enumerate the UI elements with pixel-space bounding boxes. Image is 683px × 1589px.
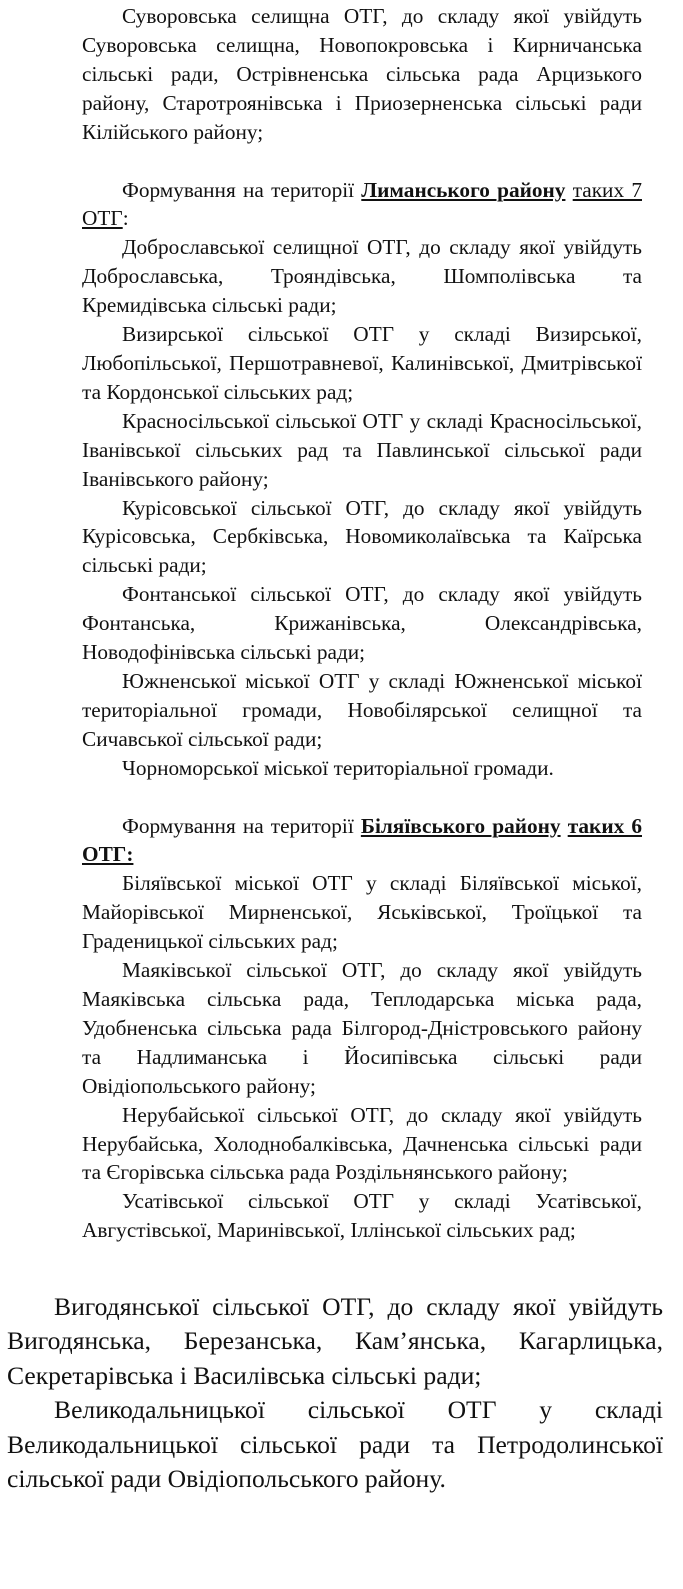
otg-item: Нерубайської сільської ОТГ, до складу якої увійдуть Нерубайська, Холоднобалківська, Дачненська сільські ради та Єгорівська сільська рада Роздільнянського району; [82,1102,642,1185]
section-heading-lymanskyi [82,176,642,234]
otg-item: Великодальницької сільської ОТГ у складі Великодальницької сільської ради та Петродолинської сільської ради Овідіопольського району. [7,1395,663,1494]
heading-colon: : [122,206,129,231]
otg-count: таких 7 ОТГ [82,177,642,231]
upper-text-block [82,2,642,1245]
heading-lead: Формування на території [122,813,361,838]
otg-count: таких 6 ОТГ: [82,813,642,867]
otg-item: Курісовської сільської ОТГ, до складу якої увійдуть Курісовська, Сербківська, Новомиколаївська та Каїрська сільські ради; [82,495,642,578]
heading-lead: Формування на території [122,177,362,202]
otg-item: Усатівської сільської ОТГ у складі Усатівської, Августівської, Маринівської, Іллінської сільських рад; [82,1189,642,1243]
otg-item: Визирської сільської ОТГ у складі Визирської, Любопільської, Першотравневої, Калинівської, Дмитрівської та Кордонської сільських рад; [82,322,642,404]
lower-text-block [7,1290,663,1496]
otg-item: Фонтанської сільської ОТГ, до складу якої увійдуть Фонтанська, Крижанівська, Олександрівська, Новодофінівська сільські ради; [82,582,642,665]
otg-item: Маяківської сільської ОТГ, до складу якої увійдуть Маяківська сільська рада, Теплодарська міська рада, Удобненська сільська рада Білгород-Дністровського району та Надлиманська і Йосипівська сільські ради Овідіопольського району; [82,958,642,1098]
otg-item: Чорноморської міської територіальної громади. [122,755,554,780]
district-name: Біляївського району [360,813,561,838]
otg-item: Біляївської міської ОТГ у складі Біляївської міської, Майорівської Мирненської, Яськівської, Троїцької та Граденицької сільських рад; [82,871,642,954]
otg-item: Красносільської сільської ОТГ у складі Красносільської, Іванівської сільських рад та Павлинської сільської ради Іванівського району; [82,408,642,491]
otg-item: Южненської міської ОТГ у складі Южненської міської територіальної громади, Новобілярської селищної та Сичавської сільської ради; [82,668,642,751]
otg-item: Суворовська селищна ОТГ, до складу якої увійдуть Суворовська селищна, Новопокровська і Кирничанська сільські ради, Острівненська сільська рада Арцизького району, Старотроянівська і Приозерненська сільські ради Кілійського району; [82,4,642,144]
otg-item: Доброславської селищної ОТГ, до складу якої увійдуть Доброславська, Трояндівська, Шомполівська та Кремидівська сільські ради; [82,235,642,318]
district-name: Лиманського району [361,177,566,202]
otg-item: Вигодянської сільської ОТГ, до складу якої увійдуть Вигодянська, Березанська, Кам’янська, Кагарлицька, Секретарівська і Василівська сільські ради; [7,1292,663,1390]
section-heading-biliaivskyi [82,812,642,870]
